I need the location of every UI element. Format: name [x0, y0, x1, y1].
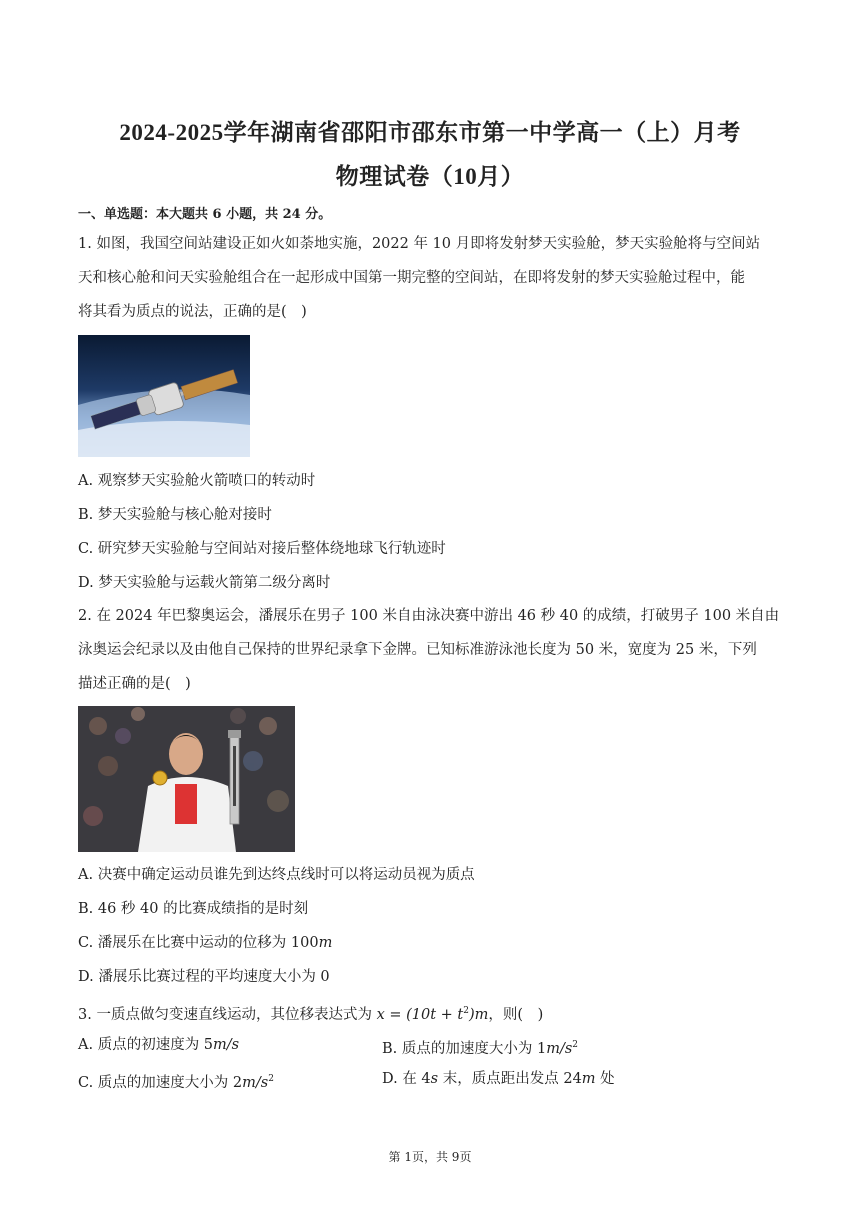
q3-option-b-text: B. 质点的加速度大小为 1	[382, 1040, 547, 1057]
q3-formula-end: )m	[468, 1006, 489, 1023]
q2-option-d: D. 潘展乐比赛过程的平均速度大小为 0	[78, 969, 330, 985]
q1-option-a: A. 观察梦天实验舱火箭喷口的转动时	[78, 473, 316, 489]
q3-option-d-prefix: D. 在 4	[382, 1071, 431, 1087]
q3-formula: x = (10t + t	[376, 1006, 464, 1023]
q2-option-b: B. 46 秒 40 的比赛成绩指的是时刻	[78, 901, 309, 917]
q2-stem-line1: 2. 在 2024 年巴黎奥运会，潘展乐在男子 100 米自由泳决赛中游出 46 秒 40 的成绩，打破男子 100 米自由	[78, 608, 780, 624]
space-station-image	[78, 335, 250, 457]
q3-option-d-s: s	[430, 1071, 439, 1087]
q2-option-c-unit: m	[318, 935, 333, 951]
q3-option-d-m: m	[581, 1071, 596, 1087]
q1-option-b: B. 梦天实验舱与核心舱对接时	[78, 507, 272, 523]
section-heading: 一、单选题：本大题共 6 小题，共 24 分。	[78, 207, 332, 222]
q3-option-d-mid: 末，质点距出发点 24	[438, 1071, 582, 1087]
q3-option-a-text: A. 质点的初速度为 5	[78, 1037, 214, 1053]
q3-stem-prefix: 3. 一质点做匀变速直线运动，其位移表达式为	[78, 1006, 377, 1023]
q3-option-d	[382, 1069, 615, 1089]
q3-option-b-unit: m/s	[546, 1040, 573, 1057]
q2-stem-line2: 泳奥运会纪录以及由他自己保持的世界纪录拿下金牌。已知标准游泳池长度为 50 米，宽度为 25 米，下列	[78, 642, 757, 658]
q3-formula-sup: 2	[463, 1006, 469, 1016]
q3-stem-suffix: ，则( )	[488, 1006, 544, 1023]
q2-option-c-text: C. 潘展乐在比赛中运动的位移为 100	[78, 935, 319, 951]
q1-stem-line1: 1. 如图，我国空间站建设正如火如荼地实施，2022 年 10 月即将发射梦天实验舱，梦天实验舱将与空间站	[78, 236, 761, 252]
swimmer-photo	[78, 706, 295, 852]
q1-stem-line2: 天和核心舱和问天实验舱组合在一起形成中国第一期完整的空间站，在即将发射的梦天实验舱过程中，能	[78, 270, 745, 286]
exam-title-line1: 2024-2025学年湖南省邵阳市邵东市第一中学高一（上）月考	[119, 120, 741, 145]
q3-stem	[78, 1001, 543, 1025]
q3-option-b-sup: 2	[572, 1040, 579, 1050]
q1-stem-line3: 将其看为质点的说法，正确的是( )	[78, 304, 307, 320]
q3-option-b	[382, 1035, 578, 1059]
q2-option-a: A. 决赛中确定运动员谁先到达终点线时可以将运动员视为质点	[78, 867, 475, 883]
q3-option-d-suffix: 处	[595, 1071, 615, 1087]
q3-option-a-unit: m/s	[213, 1037, 240, 1053]
q3-option-c	[78, 1069, 274, 1093]
exam-title-line2: 物理试卷（10月）	[335, 164, 525, 189]
q3-option-a	[78, 1035, 239, 1055]
q3-option-c-text: C. 质点的加速度大小为 2	[78, 1074, 243, 1091]
q3-option-c-sup: 2	[268, 1074, 274, 1084]
q2-stem-line3: 描述正确的是( )	[78, 676, 191, 692]
q1-option-c: C. 研究梦天实验舱与空间站对接后整体绕地球飞行轨迹时	[78, 541, 446, 557]
q1-option-d: D. 梦天实验舱与运载火箭第二级分离时	[78, 575, 331, 591]
q3-option-c-unit: m/s	[242, 1074, 269, 1091]
q2-option-c	[78, 933, 332, 953]
page-footer: 第 1页，共 9页	[388, 1150, 472, 1164]
